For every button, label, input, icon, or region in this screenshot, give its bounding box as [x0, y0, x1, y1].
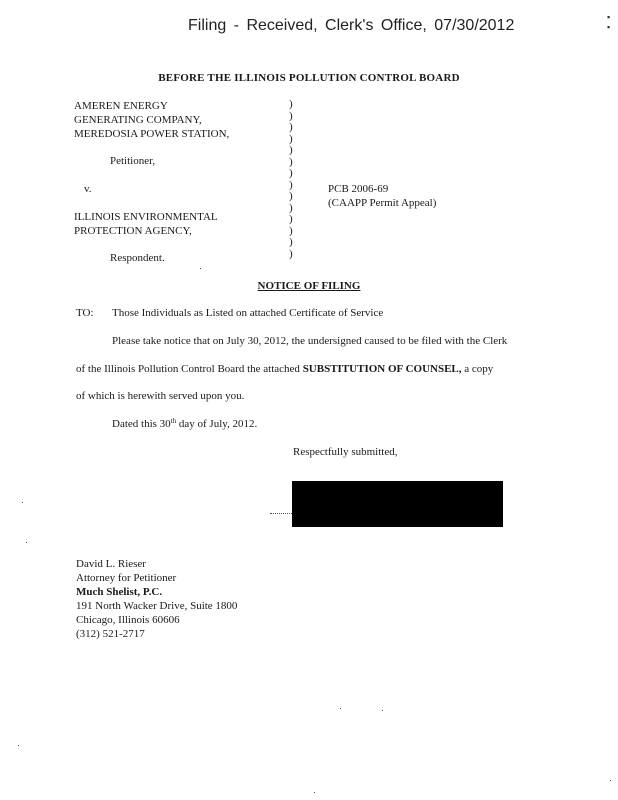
address-line1: 191 North Wacker Drive, Suite 1800	[76, 600, 238, 612]
notice-paragraph-line2	[76, 363, 493, 375]
line2-end: a copy	[461, 363, 494, 375]
case-number: PCB 2006-69	[328, 183, 389, 195]
signature-line	[270, 513, 292, 515]
phone-number: (312) 521-2717	[76, 628, 145, 640]
redacted-signature	[292, 481, 503, 527]
paren: )	[289, 98, 293, 110]
versus-label: v.	[84, 183, 92, 195]
to-recipients: Those Individuals as Listed on attached Certificate of Service	[112, 307, 384, 319]
notice-paragraph-line1: Please take notice that on July 30, 2012, the undersigned caused to be filed with the Clerk	[112, 335, 508, 347]
attorney-role: Attorney for Petitioner	[76, 572, 177, 584]
paren: )	[289, 132, 293, 145]
edge-mark: ▪ ▪	[607, 12, 611, 32]
respondent-name	[74, 210, 218, 238]
paren: )	[289, 224, 293, 237]
closing: Respectfully submitted,	[293, 446, 398, 458]
petitioner-name	[74, 99, 229, 141]
scan-speck	[340, 708, 341, 709]
respondent-line: ILLINOIS ENVIRONMENTAL	[74, 211, 218, 223]
scan-speck	[610, 780, 611, 781]
court-heading: BEFORE THE ILLINOIS POLLUTION CONTROL BOARD	[158, 72, 460, 84]
scan-speck	[200, 268, 201, 269]
petitioner-line: AMEREN ENERGY	[74, 100, 168, 112]
paren: )	[289, 167, 293, 179]
paren: )	[289, 121, 293, 133]
petitioner-line: GENERATING COMPANY,	[74, 114, 202, 126]
scan-speck	[26, 542, 27, 543]
petitioner-line: MEREDOSIA POWER STATION,	[74, 128, 230, 140]
case-type: (CAAPP Permit Appeal)	[328, 197, 437, 209]
paren: )	[289, 190, 293, 202]
scan-speck	[22, 502, 23, 503]
respondent-line: PROTECTION AGENCY,	[74, 225, 192, 237]
scan-speck	[314, 792, 315, 793]
address-line2: Chicago, Illinois 60606	[76, 614, 180, 626]
paren: )	[289, 247, 293, 260]
paren: )	[289, 155, 293, 168]
dated-line	[112, 418, 257, 430]
filing-stamp: Filing - Received, Clerk's Office, 07/30/2012	[188, 17, 515, 34]
caption-parentheses	[289, 99, 293, 260]
paren: )	[289, 178, 293, 191]
line2-text: of the Illinois Pollution Control Board the attached	[76, 363, 303, 375]
notice-paragraph-line3: of which is herewith served upon you.	[76, 390, 245, 402]
notice-title: NOTICE OF FILING	[257, 280, 361, 292]
dated-suffix: th	[170, 417, 177, 425]
firm-name: Much Shelist, P.C.	[76, 586, 163, 598]
dated-rest: day of July, 2012.	[176, 418, 258, 430]
paren: )	[289, 109, 293, 122]
attorney-name: David L. Rieser	[76, 558, 146, 570]
to-label: TO:	[76, 307, 94, 319]
paren: )	[289, 201, 293, 214]
scan-speck	[382, 710, 383, 711]
paren: )	[289, 213, 293, 225]
paren: )	[289, 236, 293, 248]
respondent-label: Respondent.	[110, 252, 165, 264]
signature-block	[76, 557, 237, 641]
petitioner-label: Petitioner,	[110, 155, 156, 167]
scan-speck	[18, 745, 19, 746]
dated-prefix: Dated this 30	[112, 418, 171, 430]
paren: )	[289, 144, 293, 156]
document-title: SUBSTITUTION OF COUNSEL,	[302, 363, 462, 375]
